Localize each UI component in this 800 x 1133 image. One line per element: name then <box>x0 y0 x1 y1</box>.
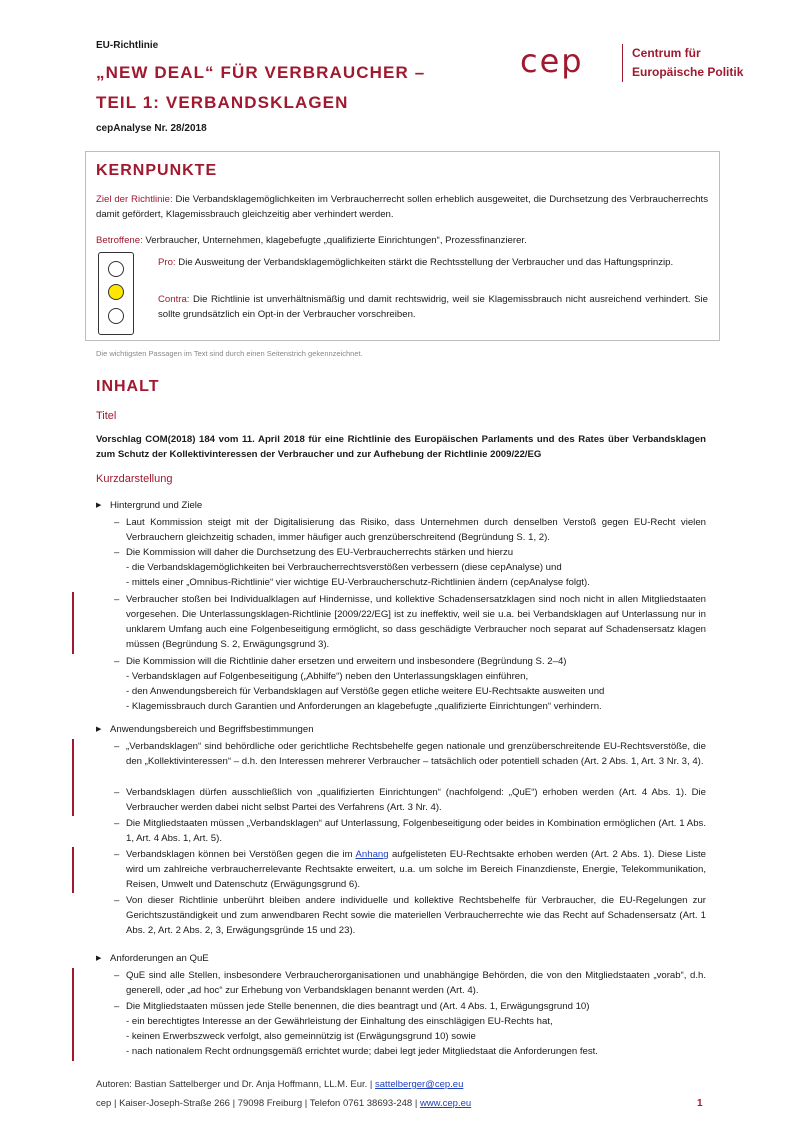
list-item-text: Verbandsklagen dürfen ausschließlich von „qualifizierten Einrichtungen“ (nachfolgend: „QuE“) erhoben werden (Art. 4 Abs. 1). Die Verbraucher werden dabei nicht selbst Partei des Verfahrens (Art. 3 Nr. 4). <box>126 787 706 813</box>
dash-bullet: – <box>114 895 120 906</box>
list-item-text: Laut Kommission steigt mit der Digitalisierung das Risiko, dass Unternehmen durch denselben Verstoß gegen EU-Recht vielen Verbrauchern gleichzeitig schaden, immer häufiger auch grenzüberschreitend (Begründung S. 1, 2). <box>126 517 706 543</box>
inhalt-heading: INHALT <box>96 378 160 395</box>
contra-text: Die Richtlinie ist unverhältnismäßig und damit rechtswidrig, weil sie Klagemissbrauch nicht ausreichend verhindert. Sie sollte grundsätzlich ein Opt-in der Verbraucher vorschreiben. <box>158 294 708 320</box>
list-item <box>114 739 706 769</box>
section-heading-text: Anforderungen an QuE <box>110 953 209 964</box>
section-heading-text: Anwendungsbereich und Begriffsbestimmungen <box>110 724 314 735</box>
section-heading-anwendungsbereich <box>96 722 314 737</box>
footer-authors <box>96 1079 463 1090</box>
dash-bullet: – <box>114 849 120 860</box>
logo-wordmark: cep <box>520 42 584 80</box>
betroffene-paragraph <box>96 233 708 248</box>
list-item <box>114 893 706 938</box>
logo-divider <box>622 44 623 82</box>
kernpunkte-box <box>85 151 720 341</box>
section-heading-hintergrund <box>96 498 202 513</box>
sub-item: - keinen Erwerbszweck verfolgt, also gemeinnützig ist (Erwägungsgrund 10) sowie <box>126 1031 476 1042</box>
contra-label: Contra: <box>158 294 190 305</box>
sub-item: - nach nationalem Recht ordnungsgemäß errichtet wurde; dabei legt jeder Mitgliedstaat die Anforderungen fest. <box>126 1046 598 1057</box>
page-number: 1 <box>697 1098 703 1109</box>
sub-item: - ein berechtigtes Interesse an der Gewährleistung der Einhaltung des einschlägigen EU-Rechts hat, <box>126 1016 553 1027</box>
sub-item: - die Verbandsklagemöglichkeiten bei Verbraucherrechtsverstößen verbessern (diese cepAnalyse) und <box>126 562 562 573</box>
traffic-light-yellow-lamp <box>108 284 124 300</box>
kernpunkte-heading: KERNPUNKTE <box>96 162 218 179</box>
dash-bullet: – <box>114 656 120 667</box>
betroffene-label: Betroffene: <box>96 235 143 246</box>
cep-logo <box>520 40 760 90</box>
analysis-number: cepAnalyse Nr. 28/2018 <box>96 123 207 134</box>
list-item <box>114 847 706 892</box>
pro-label: Pro: <box>158 257 176 268</box>
dash-bullet: – <box>114 1001 120 1012</box>
list-item-text: „Verbandsklagen“ sind behördliche oder gerichtliche Rechtsbehelfe gegen nationale und grenzüberschreitende EU-Rechtsverstöße, die den „Kollektivinteressen“ – d.h. den Interessen mehrerer Verbraucher – tatsächlich oder potentiell schaden (Art. 2 Abs. 1, Art. 3 Nr. 3, 4). <box>126 741 706 767</box>
betroffene-text: Verbraucher, Unternehmen, klagebefugte „qualifizierte Einrichtungen“, Prozessfinanzierer. <box>142 235 527 246</box>
sub-item: - den Anwendungsbereich für Verbandsklagen auf Verstöße gegen etliche weitere EU-Rechtsakte ausweiten und <box>126 686 605 697</box>
footer-authors-text: Autoren: Bastian Sattelberger und Dr. Anja Hoffmann, LL.M. Eur. | <box>96 1079 376 1090</box>
sub-item: - Klagemissbrauch durch Garantien und Anforderungen an klagebefugte „qualifizierte Einrichtungen“ verhindern. <box>126 701 602 712</box>
kurzdarstellung-heading: Kurzdarstellung <box>96 473 173 485</box>
margin-bar <box>72 999 74 1061</box>
list-item-text: Die Mitgliedstaaten müssen jede Stelle benennen, die dies beantragt und (Art. 4 Abs. 1, Erwägungsgrund 10) <box>126 1001 590 1012</box>
contra-paragraph <box>158 292 708 322</box>
margin-bar <box>72 847 74 893</box>
list-item <box>114 515 706 545</box>
titel-text: Vorschlag COM(2018) 184 vom 11. April 2018 für eine Richtlinie des Europäischen Parlaments und des Rates über Verbandsklagen zum Schutz der Kollektivinteressen der Verbraucher und zur Aufhebung der Richtlinie 2009/22/EG <box>96 434 706 460</box>
dash-bullet: – <box>114 741 120 752</box>
titel-heading: Titel <box>96 410 117 422</box>
document-category: EU-Richtlinie <box>96 40 159 51</box>
logo-name-line2: Europäische Politik <box>632 65 744 79</box>
margin-bar <box>72 739 74 785</box>
triangle-bullet-icon: ▶ <box>96 955 102 962</box>
dash-bullet: – <box>114 787 120 798</box>
list-item-text: Die Kommission will die Richtlinie daher ersetzen und erweitern und insbesondere (Begründung S. 2–4) <box>126 656 567 667</box>
list-item-text: Verbandsklagen können bei Verstößen gegen die im <box>126 849 356 860</box>
footer-address-text: cep | Kaiser-Joseph-Straße 266 | 79098 Freiburg | Telefon 0761 38693-248 | <box>96 1098 420 1109</box>
ziel-label: Ziel der Richtlinie: <box>96 194 173 205</box>
list-item-text: QuE sind alle Stellen, insbesondere Verbraucherorganisationen und unabhängige Behörden, die von den Mitgliedstaaten „vorab“, d.h. generell, oder „ad hoc“ zur Erhebung von Verbandsklagen benannt werden (Art. 4). <box>126 970 706 996</box>
sub-item: - Verbandsklagen auf Folgenbeseitigung („Abhilfe“) neben den Unterlassungsklagen einführen, <box>126 671 529 682</box>
traffic-light-icon <box>98 252 134 335</box>
triangle-bullet-icon: ▶ <box>96 726 102 733</box>
margin-bar <box>72 592 74 654</box>
pro-paragraph <box>158 255 708 270</box>
list-item-text-cont: aufgelisteten EU-Rechtsakte erhoben werden (Art. 2 Abs. 1). Diese Liste wird um zahlreiche verbraucherrelevante Rechtsakte erweitert, u.a. um solche im Bereich Finanzdienste, Energie, Telekommunikation, Reisen, Umwelt und Datenschutz (Erwägungsgrund 6). <box>126 849 706 890</box>
dash-bullet: – <box>114 517 120 528</box>
margin-bar <box>72 968 74 999</box>
website-link[interactable]: www.cep.eu <box>419 1098 472 1109</box>
list-item-text: Die Kommission will daher die Durchsetzung des EU-Verbraucherrechts stärken und hierzu <box>126 547 514 558</box>
ziel-paragraph <box>96 192 708 222</box>
sub-item: - mittels einer „Omnibus-Richtlinie“ vier wichtige EU-Verbraucherschutz-Richtlinien ändern (cepAnalyse folgt). <box>126 577 590 588</box>
dash-bullet: – <box>114 547 120 558</box>
email-link[interactable]: sattelberger@cep.eu <box>375 1079 464 1090</box>
list-item <box>114 654 706 669</box>
ziel-text: Die Verbandsklagemöglichkeiten im Verbraucherrecht sollen erheblich ausgeweitet, die Durchsetzung des Verbraucherrechts damit gefördert, Klagemissbrauch gleichzeitig aber verhindert werden. <box>96 194 708 220</box>
triangle-bullet-icon: ▶ <box>96 502 102 509</box>
margin-note: Die wichtigsten Passagen im Text sind durch einen Seitenstrich gekennzeichnet. <box>96 349 363 358</box>
logo-name-line1: Centrum für <box>632 46 701 60</box>
dash-bullet: – <box>114 594 120 605</box>
traffic-light-green-lamp <box>108 308 124 324</box>
margin-bar <box>72 785 74 816</box>
dash-bullet: – <box>114 970 120 981</box>
document-title-line1: „NEW DEAL“ FÜR VERBRAUCHER – <box>96 63 426 82</box>
pro-text: Die Ausweitung der Verbandsklagemöglichkeiten stärkt die Rechtsstellung der Verbraucher und das Haftungsprinzip. <box>175 257 674 268</box>
list-item-text: Die Mitgliedstaaten müssen „Verbandsklagen“ auf Unterlassung, Folgenbeseitigung oder beides in Kombination ermöglichen (Art. 1 Abs. 1, Art. 4 Abs. 1, Art. 5). <box>126 818 706 844</box>
list-item <box>114 999 706 1014</box>
traffic-light-red-lamp <box>108 261 124 277</box>
list-item <box>114 592 706 652</box>
list-item-text: Von dieser Richtlinie unberührt bleiben andere individuelle und kollektive Rechtsbehelfe für Verbraucher, die EU-Regelungen zur Gerichtszuständigkeit und zum anwendbaren Recht sowie die materiellen Verbraucherrechte wie das Recht auf Schadensersatz (Art. 1 Abs. 2, Art. 2 Abs. 2, 3, Erwägungsgründe 15 und 23). <box>126 895 706 936</box>
list-item-text: Verbraucher stoßen bei Individualklagen auf Hindernisse, und kollektive Schadensersatzklagen sind noch nicht in allen Mitgliedstaaten vorgesehen. Die Unterlassungsklagen-Richtlinie [2009/22/EG] ist zu ineffektiv, weil sie u.a. bei Verbandsklagen auf Unterlassung nur in unklarem Umfang auch eine Folgenbeseitigung ermöglicht, so dass geschädigte Verbraucher noch separat auf Schadensersatz klagen müssen (Begründung S. 2, Erwägungsgrund 3). <box>126 594 706 650</box>
section-heading-anforderungen <box>96 951 209 966</box>
anhang-link[interactable]: Anhang <box>355 849 389 860</box>
list-item <box>114 545 706 560</box>
dash-bullet: – <box>114 818 120 829</box>
footer-address <box>96 1098 471 1109</box>
section-heading-text: Hintergrund und Ziele <box>110 500 203 511</box>
document-title-line2: TEIL 1: VERBANDSKLAGEN <box>96 93 349 112</box>
list-item <box>114 785 706 815</box>
list-item <box>114 968 706 998</box>
list-item <box>114 816 706 846</box>
